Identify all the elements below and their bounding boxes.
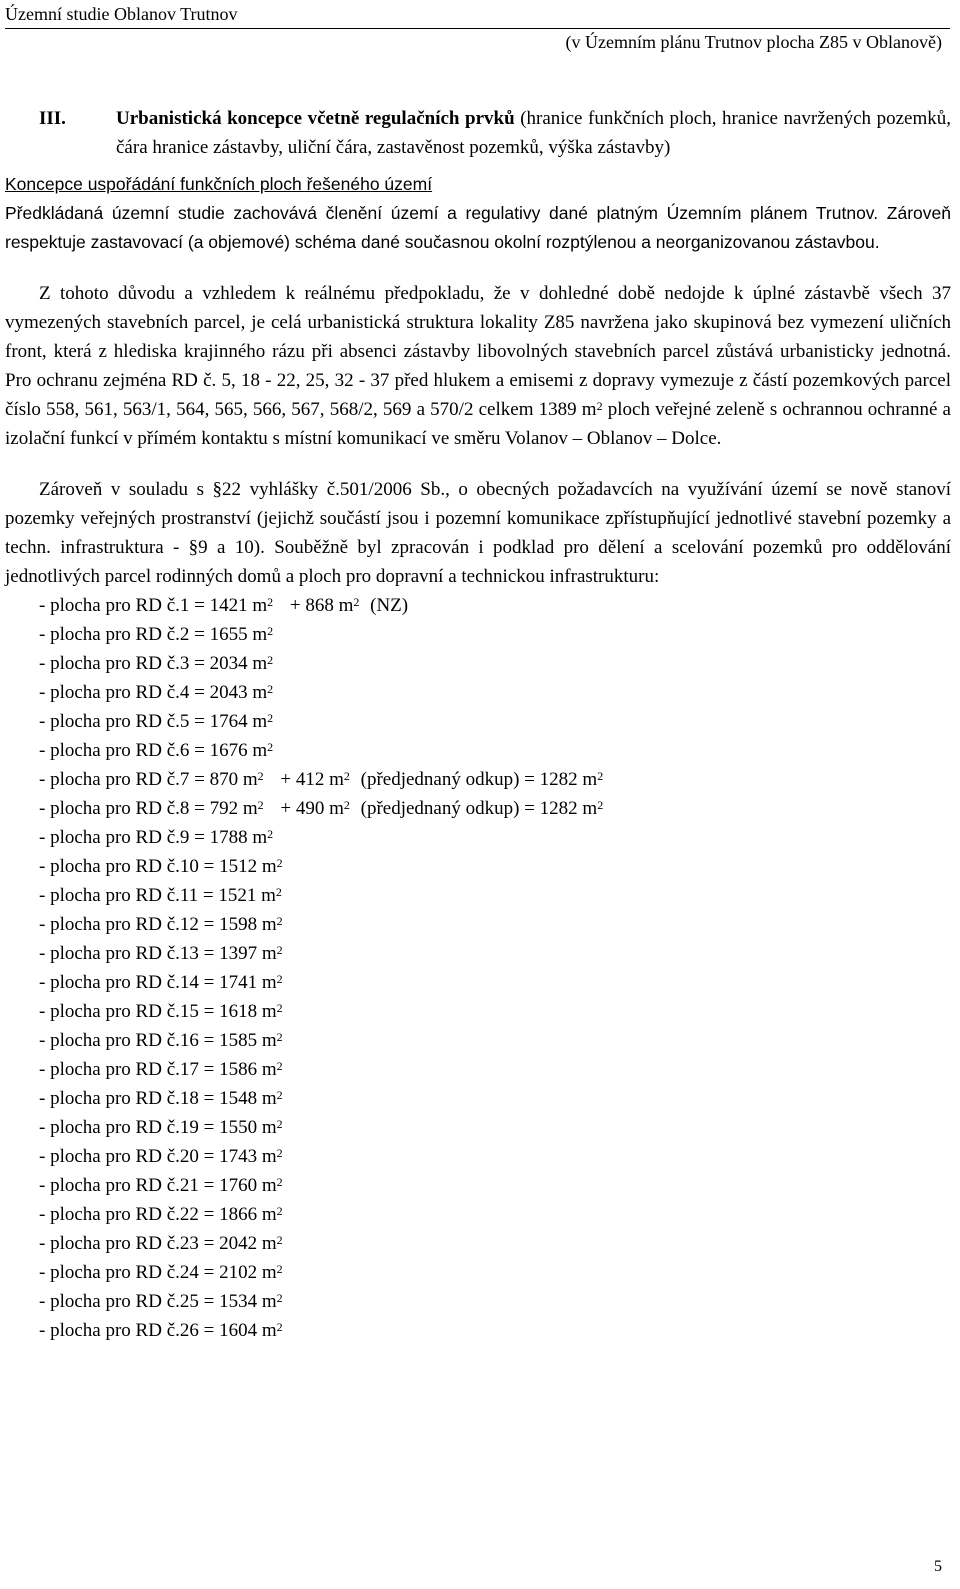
- superscript: 2: [276, 1059, 283, 1073]
- plot-label: - plocha pro RD č.8 = 792 m: [39, 798, 258, 819]
- plot-label: - plocha pro RD č.3 = 2034 m: [39, 653, 268, 674]
- plot-label: - plocha pro RD č.25 = 1534 m: [39, 1291, 277, 1312]
- plot-item: [39, 1142, 951, 1171]
- plot-item: [39, 1200, 951, 1229]
- paragraph-1-text-end: ploch veřejné zeleně s ochrannou ochranné a izolační funkcí v přímém kontaktu s místní komunikací ve směru Volanov – Oblanov – Dolce.: [5, 399, 951, 449]
- header-rule: [5, 28, 950, 29]
- plot-label: - plocha pro RD č.7 = 870 m: [39, 769, 258, 790]
- superscript: 2: [276, 1030, 283, 1044]
- plot-item: [39, 852, 951, 881]
- document-body: [5, 104, 951, 1345]
- plot-item: [39, 1084, 951, 1113]
- superscript: 2: [276, 1291, 283, 1305]
- superscript: 2: [267, 682, 274, 696]
- plot-label: - plocha pro RD č.1 = 1421 m: [39, 595, 268, 616]
- superscript: 2: [343, 798, 350, 812]
- plot-item: [39, 1316, 951, 1345]
- superscript: 2: [597, 769, 604, 783]
- paragraph-2: Zároveň v souladu s §22 vyhlášky č.501/2006 Sb., o obecných požadavcích na využívání území se nově stanoví pozemky veřejných prostranství (jejichž součástí jsou i pozemní komunikace zpřístupňující jednotlivé stavební pozemky a techn. infrastruktura - §9 a 10). Souběžně byl zpracován i podklad pro dělení a scelování pozemků pro oddělování jednotlivých parcel rodinných domů a ploch pro dopravní a technickou infrastrukturu:: [5, 479, 951, 587]
- plot-item: [39, 591, 951, 620]
- plot-label: - plocha pro RD č.2 = 1655 m: [39, 624, 268, 645]
- plot-item: [39, 794, 951, 823]
- plot-item: [39, 736, 951, 765]
- plot-item: [39, 678, 951, 707]
- plot-item: [39, 1258, 951, 1287]
- superscript: 2: [276, 1175, 283, 1189]
- plot-item: [39, 1229, 951, 1258]
- superscript: 2: [343, 769, 350, 783]
- plot-item: [39, 1026, 951, 1055]
- plot-item: [39, 968, 951, 997]
- superscript: 2: [276, 943, 283, 957]
- superscript: 2: [267, 740, 274, 754]
- plot-item: [39, 939, 951, 968]
- superscript: 2: [267, 653, 274, 667]
- intro-paragraph: Předkládaná územní studie zachovává členění území a regulativy dané platným Územním plánem Trutnov. Zároveň respektuje zastavovací (a objemové) schéma dané současnou okolní rozptýlenou a neorganizovanou zástavbou.: [5, 203, 951, 252]
- superscript: 2: [257, 769, 264, 783]
- paragraph-1: [5, 279, 951, 453]
- superscript: 2: [276, 1001, 283, 1015]
- superscript: 2: [276, 914, 283, 928]
- superscript: 2: [596, 399, 603, 413]
- plot-label: - plocha pro RD č.20 = 1743 m: [39, 1146, 277, 1167]
- plot-label: - plocha pro RD č.17 = 1586 m: [39, 1059, 277, 1080]
- plot-item: [39, 823, 951, 852]
- plot-label: - plocha pro RD č.24 = 2102 m: [39, 1262, 277, 1283]
- subheading: Koncepce uspořádání funkčních ploch řešeného území: [5, 174, 433, 194]
- superscript: 2: [257, 798, 264, 812]
- superscript: 2: [276, 1088, 283, 1102]
- superscript: 2: [276, 1117, 283, 1131]
- plot-item: [39, 1287, 951, 1316]
- superscript: 2: [267, 595, 274, 609]
- superscript: 2: [267, 711, 274, 725]
- plot-label: - plocha pro RD č.23 = 2042 m: [39, 1233, 277, 1254]
- plot-label: - plocha pro RD č.4 = 2043 m: [39, 682, 268, 703]
- page-header-left: Územní studie Oblanov Trutnov: [5, 4, 238, 24]
- superscript: 2: [597, 798, 604, 812]
- superscript: 2: [276, 856, 283, 870]
- plot-label: - plocha pro RD č.14 = 1741 m: [39, 972, 277, 993]
- superscript: 2: [276, 1204, 283, 1218]
- section-title-bold: Urbanistická koncepce včetně regulačních prvků: [116, 108, 515, 129]
- section-heading: [5, 104, 951, 162]
- plot-label: - plocha pro RD č.10 = 1512 m: [39, 856, 277, 877]
- plot-label: - plocha pro RD č.22 = 1866 m: [39, 1204, 277, 1225]
- plot-item: [39, 649, 951, 678]
- plot-extra: + 412 m: [275, 769, 344, 790]
- plot-item: [39, 1171, 951, 1200]
- plot-label: - plocha pro RD č.26 = 1604 m: [39, 1320, 277, 1341]
- section-title-rest: (hranice funkčních ploch, hranice navržených pozemků, čára hranice zástavby, uliční čára, zastavěnost pozemků, výška zástavby): [116, 108, 951, 158]
- plot-item: [39, 765, 951, 794]
- plot-item: [39, 910, 951, 939]
- paragraph-1-text: Z tohoto důvodu a vzhledem k reálnému předpokladu, že v dohledné době nedojde k úplné zástavbě všech 37 vymezených stavebních parcel, je celá urbanistická struktura lokality Z85 navržena jako skupinová bez vymezení uličních front, která z hlediska krajinného rázu při absenci zástavby libovolných stavebních parcel zůstává urbanisticky jednotná. Pro ochranu zejména RD č. 5, 18 - 22, 25, 32 - 37 před hlukem a emisemi z dopravy vymezuje z částí pozemkových parcel číslo 558, 561, 563/1, 564, 565, 566, 567, 568/2, 569 a 570/2 celkem 1389 m: [5, 283, 951, 420]
- plot-extra-tail: (NZ): [365, 595, 409, 616]
- plot-extra-tail: (předjednaný odkup) = 1282 m: [355, 769, 598, 790]
- superscript: 2: [276, 1146, 283, 1160]
- section-title: [116, 104, 951, 162]
- plot-label: - plocha pro RD č.18 = 1548 m: [39, 1088, 277, 1109]
- plot-label: - plocha pro RD č.15 = 1618 m: [39, 1001, 277, 1022]
- plot-label: - plocha pro RD č.16 = 1585 m: [39, 1030, 277, 1051]
- plot-item: [39, 1055, 951, 1084]
- superscript: 2: [275, 885, 282, 899]
- plot-label: - plocha pro RD č.13 = 1397 m: [39, 943, 277, 964]
- plot-item: [39, 881, 951, 910]
- plot-item: [39, 707, 951, 736]
- plot-label: - plocha pro RD č.12 = 1598 m: [39, 914, 277, 935]
- superscript: 2: [276, 972, 283, 986]
- plot-extra-tail: (předjednaný odkup) = 1282 m: [355, 798, 598, 819]
- superscript: 2: [276, 1262, 283, 1276]
- page-header-right: (v Územním plánu Trutnov plocha Z85 v Oblanově): [565, 32, 942, 52]
- superscript: 2: [267, 624, 274, 638]
- superscript: 2: [276, 1233, 283, 1247]
- plot-label: - plocha pro RD č.6 = 1676 m: [39, 740, 268, 761]
- plot-label: - plocha pro RD č.9 = 1788 m: [39, 827, 268, 848]
- superscript: 2: [276, 1320, 283, 1334]
- plot-extra: + 490 m: [275, 798, 344, 819]
- plot-extra: + 868 m: [285, 595, 354, 616]
- plot-label: - plocha pro RD č.21 = 1760 m: [39, 1175, 277, 1196]
- page-number: 5: [934, 1558, 942, 1575]
- section-number: III.: [39, 108, 66, 129]
- superscript: 2: [353, 595, 360, 609]
- plot-item: [39, 997, 951, 1026]
- plot-label: - plocha pro RD č.11 = 1521 m: [39, 885, 276, 906]
- plot-item: [39, 620, 951, 649]
- plot-label: - plocha pro RD č.19 = 1550 m: [39, 1117, 277, 1138]
- plot-list: [5, 591, 951, 1345]
- superscript: 2: [267, 827, 274, 841]
- plot-label: - plocha pro RD č.5 = 1764 m: [39, 711, 268, 732]
- plot-item: [39, 1113, 951, 1142]
